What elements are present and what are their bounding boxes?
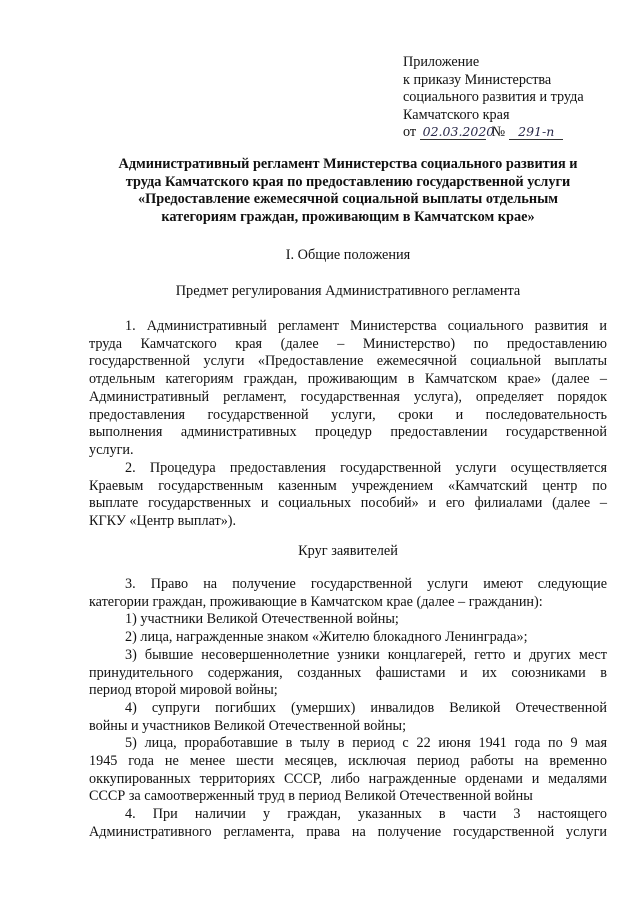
paragraph-1 — [89, 318, 607, 460]
list-item: 4) супруги погибших (умерших) инвалидов Великой Отечественной — [125, 699, 607, 716]
text-line: Административного регламента, права на получение государственной услуги — [89, 823, 607, 840]
text-line: 4. При наличии у граждан, указанных в части 3 настоящего — [125, 806, 607, 822]
list-item: 1) участники Великой Отечественной войны; — [125, 611, 399, 628]
text-line: выплате государственных и социальных пособий» и его филиалами (далее – — [89, 495, 607, 512]
text-line: 1. Административный регламент Министерства социального развития и — [125, 318, 607, 334]
text-line: труда Камчатского края (далее – Министерство) по предоставлению — [89, 335, 607, 352]
text-line: предоставления государственной услуги, сроки и последовательность — [89, 406, 607, 423]
number-sign: № — [491, 124, 506, 141]
text-line: Краевым государственным казенным учреждением «Камчатский центр по — [89, 477, 607, 494]
title-line: Административный регламент Министерства социального развития и — [118, 156, 578, 172]
subsection-heading-applicants: Круг заявителей — [298, 543, 398, 559]
handwritten-date: 02.03.2020 — [420, 125, 486, 140]
text-line: 2. Процедура предоставления государственной услуги осуществляется — [125, 460, 607, 476]
list-item: 2) лица, награжденные знаком «Жителю блокадного Ленинграда»; — [125, 629, 528, 646]
subsection-heading-subject: Предмет регулирования Административного регламента — [175, 283, 521, 299]
title-line: «Предоставление ежемесячной социальной выплаты отдельным — [137, 191, 558, 208]
text-line: 1945 года не менее шести месяцев, исключая период работы на временно — [89, 753, 607, 770]
appendix-block — [403, 54, 623, 142]
title-line: категориям граждан, проживающим в Камчатском крае» — [161, 208, 535, 225]
text-line: КГКУ «Центр выплат»). — [89, 513, 237, 530]
text-line: принудительного содержания, созданных фашистами и их союзниками в — [89, 664, 607, 681]
document-title — [88, 156, 608, 226]
text-line: Административный регламент, государственная услуга), определяет порядок — [89, 388, 607, 405]
text-line: СССР за самоотверженный труд в период Великой Отечественной войны — [89, 788, 533, 805]
text-line: период второй мировой войны; — [89, 682, 278, 699]
text-line: 3. Право на получение государственной услуги имеют следующие — [125, 576, 607, 592]
appendix-line: Камчатского края — [403, 106, 510, 123]
text-line: государственной услуги «Предоставление ежемесячной социальной выплаты — [89, 353, 607, 370]
list-item: 3) бывшие несовершеннолетние узники концлагерей, гетто и других мест — [125, 646, 607, 663]
appendix-line: Приложение — [403, 54, 480, 70]
section-heading-general: I. Общие положения — [285, 247, 411, 263]
text-line: услуги. — [89, 441, 134, 458]
paragraph-2 — [89, 460, 607, 531]
order-date-number-line — [403, 124, 623, 142]
text-line: категории граждан, проживающие в Камчатском крае (далее – гражданин): — [89, 593, 543, 610]
from-label: от — [403, 124, 417, 141]
paragraph-4 — [89, 806, 607, 841]
paragraph-3 — [89, 576, 607, 806]
text-line: оккупированных территориях СССР, либо награжденные орденами и медалями — [89, 770, 607, 787]
list-item: 5) лица, проработавшие в тылу в период с 22 июня 1941 года по 9 мая — [125, 735, 607, 752]
title-line: труда Камчатского края по предоставлению государственной услуги — [125, 173, 571, 190]
handwritten-order-number: 291-п — [509, 125, 563, 140]
text-line: войны и участников Великой Отечественной войны; — [89, 717, 407, 734]
appendix-line: к приказу Министерства — [403, 71, 552, 88]
appendix-line: социального развития и труда — [403, 89, 584, 106]
text-line: выполнения административных процедур предоставлении государственной — [89, 424, 607, 441]
text-line: отдельным категориям граждан, проживающим в Камчатском крае» (далее – — [89, 371, 607, 388]
